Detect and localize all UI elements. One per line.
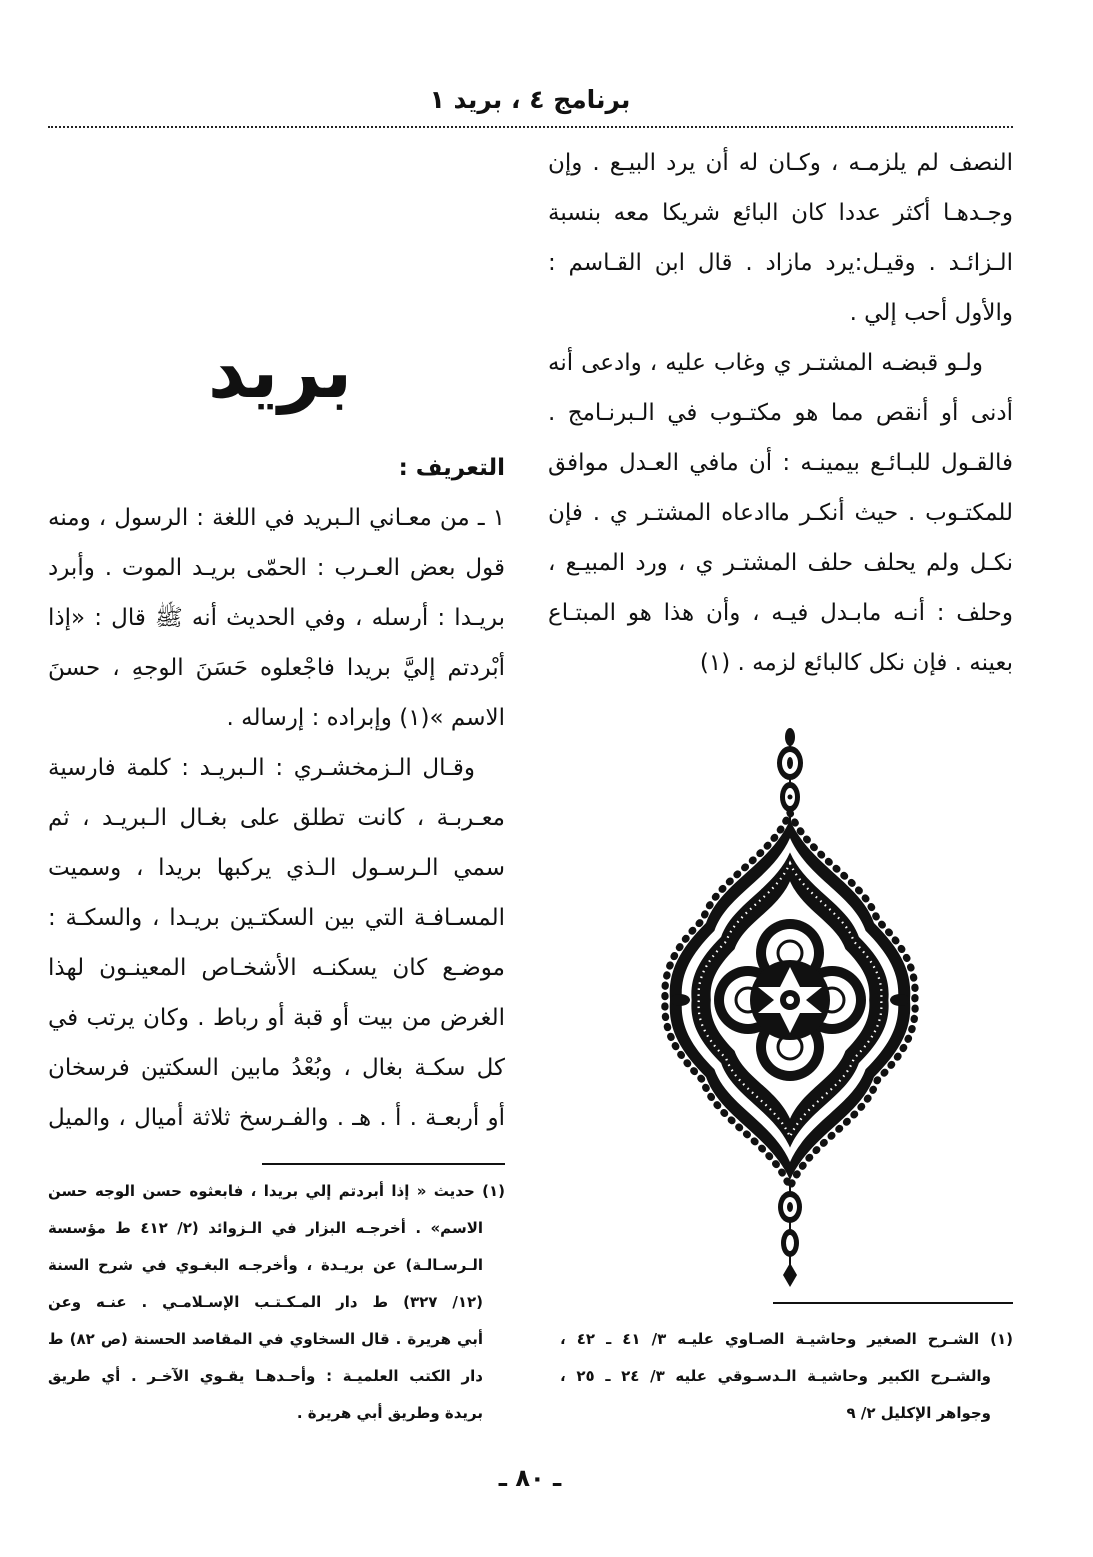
footnote-rule	[262, 1163, 505, 1165]
body-line: والأول أحب إلي .	[849, 300, 1013, 326]
footnote-rule	[773, 1302, 1013, 1304]
bottom-finial	[778, 1180, 802, 1287]
body-line: بعينه . فإن نكل كالبائع لزمه . (١)	[699, 650, 1013, 676]
header-dotted-rule	[48, 126, 1013, 128]
body-line: أدنى أو أنقص مما هو مكتـوب في الـبرنـامج .	[548, 400, 1013, 426]
page-number: ـ ٨٠ ـ	[498, 1464, 562, 1492]
entry-title: بريد	[207, 329, 353, 415]
left-column	[48, 443, 505, 1143]
body-line: فالقـول للبـائـع بيمينـه : أن مافي العـدل موافق	[548, 450, 1013, 476]
footnote-line: (١) حديث « إذا أبردتم إلي بريدا ، فابعثوه حسن الوجه حسن	[48, 1182, 505, 1200]
body-line: وحلف : أنـه مابـدل فيـه ، وأن هذا هو المبتـاع	[548, 600, 1013, 626]
body-line: المسـافـة التي بين السكتـين بريـدا ، والسكـة :	[48, 905, 505, 931]
medallion-body	[665, 813, 915, 1187]
right-footnote	[560, 1321, 1013, 1432]
body-line: بريـدا : أرسله ، وفي الحديث أنه ﷺ قال : «إذا	[48, 605, 505, 631]
body-line: موضـع كان يسكنـه الأشخـاص المعينـون لهذا	[48, 955, 505, 981]
body-line: سمي الـرسـول الـذي يركبها بريدا ، وسميت	[48, 855, 505, 881]
footnote-line: والشـرح الكبير وحاشيـة الـدسـوقي عليه ٣/ ٢٤ ـ ٢٥ ،	[560, 1367, 991, 1385]
body-line: قول بعض العـرب : الحمّى بريـد الموت . وأبرد	[48, 555, 505, 581]
body-line: وقـال الـزمخشـري : الـبريـد : كلمة فارسية	[48, 755, 475, 781]
body-line: ١ ـ من معـاني الـبريد في اللغة : الرسول ، ومنه	[48, 505, 505, 531]
body-line: الغرض من بيت أو قبة أو رباط . وكان يرتب في	[48, 1005, 505, 1031]
running-header: برنامج ٤ ، بريد ١	[429, 85, 631, 114]
body-line: أبْردتم إليَّ بريدا فاجْعلوه حَسَنَ الوجهِ ، حسنَ	[48, 655, 505, 681]
footnote-line: (١٢/ ٣٢٧) ط دار المـكـتـب الإسـلامـي . عنـه وعن	[48, 1293, 483, 1311]
body-line: كل سكـة بغال ، وبُعْدُ مابين السكتين فرسخان	[48, 1055, 505, 1081]
footnote-line: أبي هريرة . قال السخاوي في المقاصد الحسنة (ص ٨٢) ط	[48, 1330, 483, 1348]
body-line: النصف لم يلزمـه ، وكـان له أن يرد البيـع . وإن	[548, 150, 1013, 176]
left-footnote	[48, 1173, 505, 1432]
footnote-line: وجواهر الإكليل ٢/ ٩	[846, 1404, 991, 1422]
body-line: نكـل ولم يحلف حلف المشتـر ي ، ورد المبيـع ،	[548, 550, 1013, 576]
body-line: الـزائـد . وقيـل:يرد مازاد . قال ابن القـاسم :	[548, 250, 1013, 276]
footnote-line: (١) الشـرح الصغير وحاشيـة الصـاوي عليـه ٣/ ٤١ ـ ٤٢ ،	[560, 1330, 1013, 1348]
footnote-line: الاسم» . أخرجـه البزار في الـزوائد (٢/ ٤١٢ ط مؤسسة	[48, 1219, 484, 1237]
footnote-line: بريدة وطريق أبي هريرة .	[296, 1404, 483, 1422]
footnote-line: دار الكتب العلميـة : وأحـدهـا يقـوي الآخـر . أي طريق	[48, 1367, 483, 1385]
body-line: معـربـة ، كانت تطلق على بغـال الـبريـد ، ثم	[48, 805, 505, 831]
body-line: للمكتـوب . حيث أنكـر ماادعاه المشتـر ي . فإن	[548, 500, 1013, 526]
body-line: ولـو قبضـه المشتـر ي وغاب عليه ، وادعى أنه	[548, 350, 983, 376]
body-line: الاسم »(١) وإبراده : إرساله .	[226, 705, 505, 731]
body-line: وجـدهـا أكثر عددا كان البائع شريكا معه بنسبة	[548, 200, 1013, 226]
section-heading: التعريف :	[398, 455, 505, 481]
arabesque-medallion-icon	[660, 725, 920, 1295]
footnote-line: الـرسـالـة) عن بريـدة ، وأخرجـه البغـوي في شرح السنة	[48, 1256, 483, 1274]
right-column	[548, 138, 1013, 688]
body-line: أو أربعـة . أ . هـ . والفـرسخ ثلاثة أميال ، والميل	[48, 1105, 505, 1131]
